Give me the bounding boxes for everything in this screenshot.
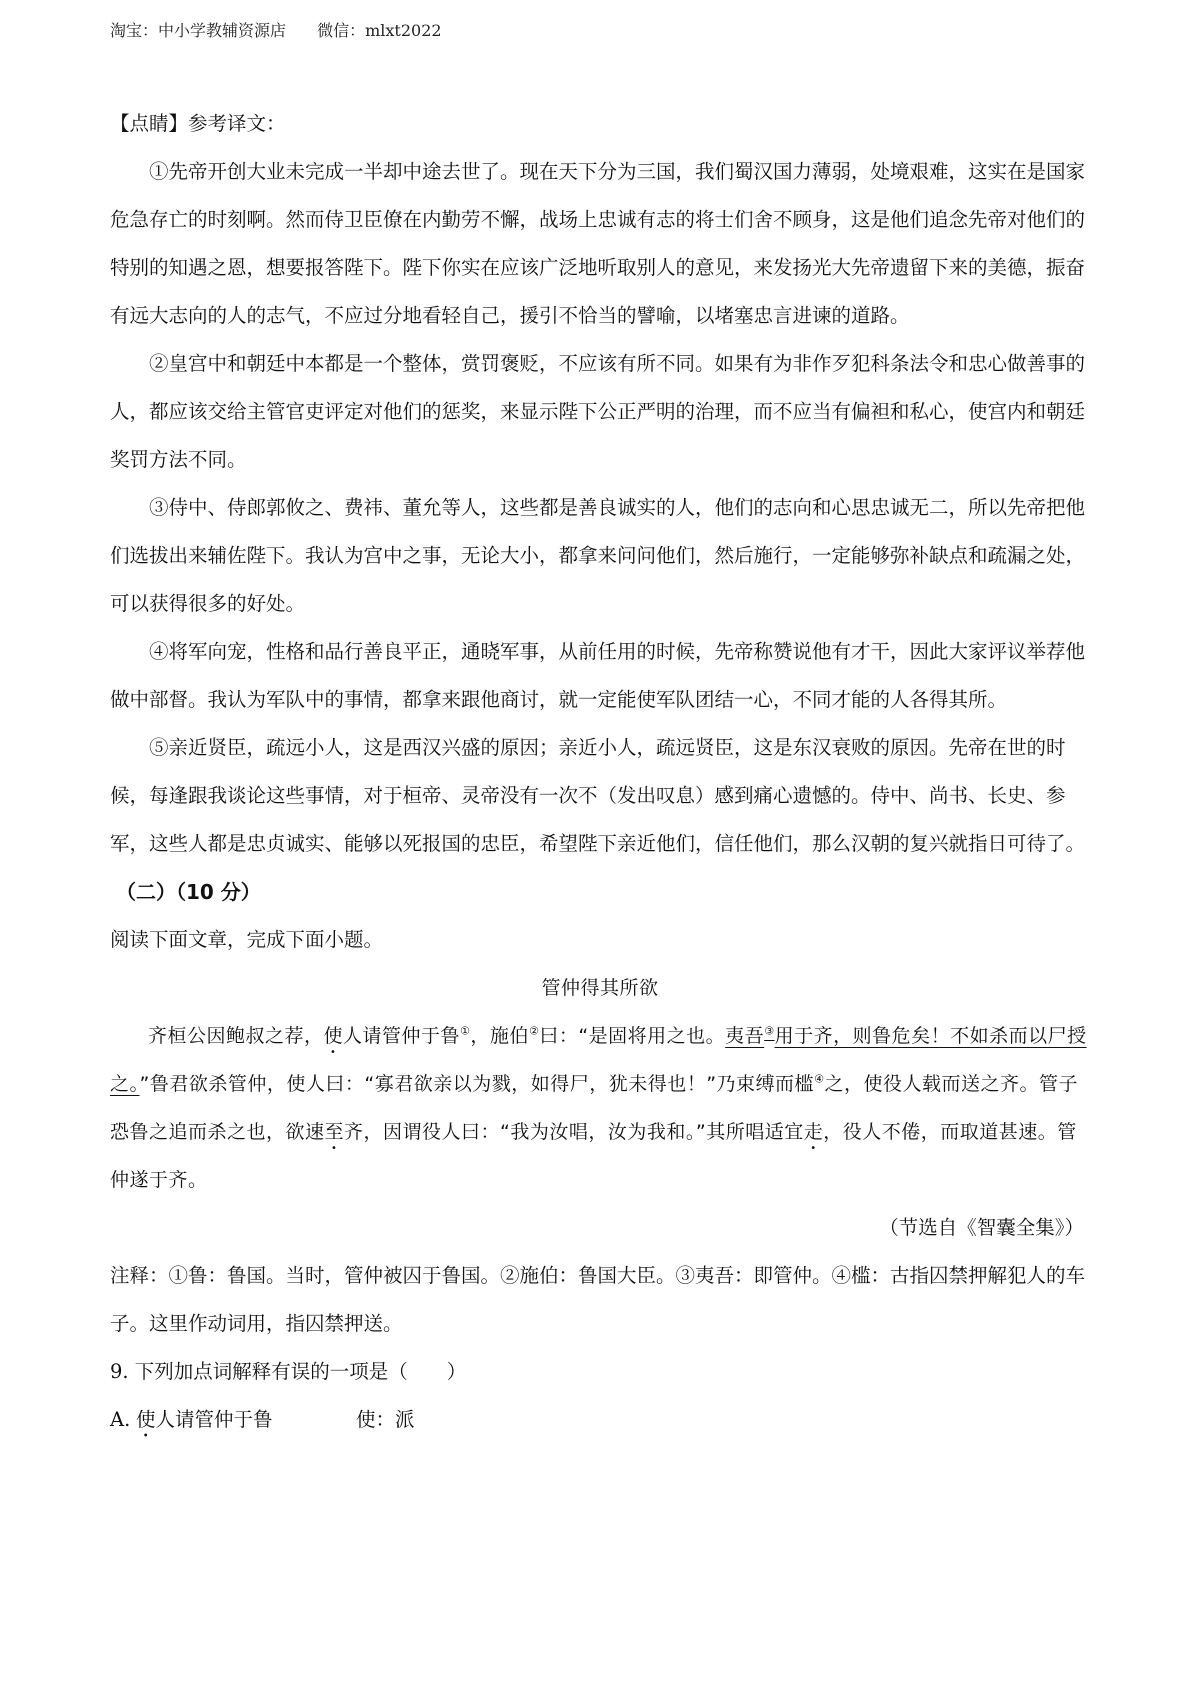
translation-paragraph-5: ⑤亲近贤臣，疏远小人，这是西汉兴盛的原因；亲近小人，疏远贤臣，这是东汉衰败的原因。先帝在世的时候，每逢跟我谈论这些事情，对于桓帝、灵帝没有一次不（发出叹息）感到痛心遗憾的。侍中、尚书、长史、参军，这些人都是忠贞诚实、能够以死报国的忠臣，希望陛下亲近他们，信任他们，那么汉朝的复兴就指日可待了。: [110, 736, 1086, 855]
note-marker: ④: [814, 1072, 825, 1086]
wechat-id: 微信：mlxt2022: [317, 21, 442, 40]
translation-paragraph-1: ①先帝开创大业未完成一半却中途去世了。现在天下分为三国，我们蜀汉国力薄弱，处境艰难，这实在是国家危急存亡的时刻啊。然而侍卫臣僚在内勤劳不懈，战场上忠诚有志的将士们舍不顾身，这是他们追念先帝对他们的特别的知遇之恩，想要报答陛下。陛下你实在应该广泛地听取别人的意见，来发扬光大先帝遗留下来的美德，振奋有远大志向的人的志气，不应过分地看轻自己，援引不恰当的譬喻，以堵塞忠言进谏的道路。: [110, 160, 1086, 327]
option-text: [136, 1396, 356, 1444]
passage-seg: ，役人不倦，而取道甚速。管仲遂于齐。: [110, 1121, 1077, 1191]
passage-seg: ”鲁君欲杀管仲，使人曰：“寡君欲亲以为戮，如得尸，犹未得也！”乃束缚而槛: [139, 1073, 815, 1095]
option-text-rest: 人请管仲于鲁: [155, 1408, 273, 1431]
dotted-char: 走: [803, 1121, 824, 1143]
question-stem: 9. 下列加点词解释有误的一项是（ ）: [110, 1360, 467, 1383]
passage-seg: 之，使役人载而送之齐。管子恐鲁之追而杀之也，欲速: [110, 1073, 1078, 1143]
dotted-char: 使: [136, 1408, 156, 1431]
passage-seg: ，施伯: [470, 1025, 529, 1047]
option-explanation: 使：派: [356, 1408, 415, 1431]
note-marker: ①: [460, 1024, 471, 1038]
option-letter: A.: [110, 1408, 131, 1431]
dotted-char: 使: [323, 1025, 344, 1047]
document-body: [110, 100, 1090, 1444]
dianjing-heading: 【点睛】参考译文：: [110, 112, 286, 135]
instruction: 阅读下面文章，完成下面小题。: [110, 928, 384, 951]
page-header: [110, 18, 468, 41]
note-marker: ②: [528, 1024, 540, 1038]
shop-name: 淘宝：中小学教辅资源店: [110, 21, 287, 40]
passage-title: 管仲得其所欲: [541, 977, 659, 999]
passage-seg: 齐，因谓役人曰：“我为汝唱，汝为我和。”其所唱适宜: [344, 1121, 804, 1143]
passage-seg: 人请管仲于鲁: [343, 1025, 461, 1047]
underlined-text: 用于齐，则鲁危矣！不如杀而以尸授之。: [110, 1025, 1087, 1095]
translation-paragraph-4: ④将军向宠，性格和品行善良平正，通晓军事，从前任用的时候，先帝称赞说他有才干，因此大家评议举荐他做中部督。我认为军队中的事情，都拿来跟他商讨，就一定能使军队团结一心，不同才能的人各得其所。: [110, 640, 1086, 711]
passage-source: （节选自《智囊全集》）: [879, 1216, 1084, 1239]
section-title: （二）（10 分）: [116, 880, 261, 904]
passage-seg: 齐桓公因鲍叔之荐，: [148, 1025, 324, 1047]
underlined-text: 夷吾: [725, 1025, 765, 1047]
passage-seg: 曰：“是固将用之也。: [539, 1025, 726, 1047]
dotted-char: 至: [324, 1121, 345, 1143]
notes: 注释：①鲁：鲁国。当时，管仲被囚于鲁国。②施伯：鲁国大臣。③夷吾：即管仲。④槛：古指囚禁押解犯人的车子。这里作动词用，指囚禁押送。: [110, 1264, 1086, 1335]
passage-text: [110, 1012, 1090, 1204]
translation-paragraph-2: ②皇宫中和朝廷中本都是一个整体，赏罚褒贬，不应该有所不同。如果有为非作歹犯科条法令和忠心做善事的人，都应该交给主管官吏评定对他们的惩奖，来显示陛下公正严明的治理，而不应当有偏袒和私心，使宫内和朝廷奖罚方法不同。: [110, 352, 1086, 471]
translation-paragraph-3: ③侍中、侍郎郭攸之、费祎、董允等人，这些都是善良诚实的人，他们的志向和心思忠诚无二，所以先帝把他们选拔出来辅佐陛下。我认为宫中之事，无论大小，都拿来问问他们，然后施行，一定能够弥补缺点和疏漏之处，可以获得很多的好处。: [110, 496, 1086, 615]
note-marker: ③: [764, 1024, 775, 1038]
option-a: [110, 1396, 1090, 1444]
